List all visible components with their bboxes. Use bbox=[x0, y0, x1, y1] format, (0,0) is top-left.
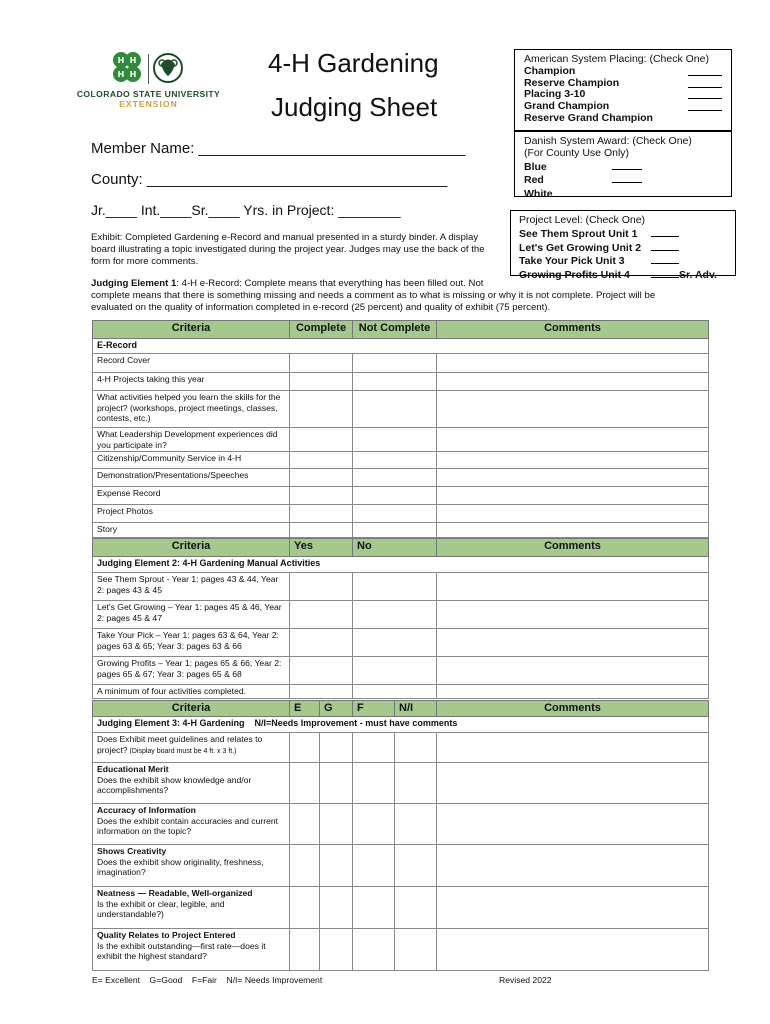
check-blank[interactable] bbox=[688, 101, 722, 111]
criteria-title: Accuracy of Information bbox=[97, 805, 196, 815]
comment-cell[interactable] bbox=[437, 469, 709, 487]
check-blank[interactable] bbox=[651, 268, 679, 278]
criteria-cell: See Them Sprout - Year 1: pages 43 & 44, Year 2: pages 43 & 45 bbox=[93, 573, 290, 601]
f-cell[interactable] bbox=[353, 804, 395, 845]
ni-cell[interactable] bbox=[395, 887, 437, 929]
f-cell[interactable] bbox=[353, 763, 395, 804]
criteria-cell: What Leadership Development experiences did you participate in? bbox=[93, 428, 290, 452]
judging-element-1-text: complete means that there is something missing and needs a comment as to what is missing or why it is not complete. Project will be bbox=[91, 290, 656, 301]
comment-cell[interactable] bbox=[437, 845, 709, 887]
criteria-text: Does the exhibit contain accuracies and current information on the topic? bbox=[97, 815, 279, 837]
e-cell[interactable] bbox=[290, 929, 320, 971]
criteria-cell bbox=[93, 763, 290, 804]
exhibit-rating-table bbox=[92, 700, 709, 971]
comment-cell[interactable] bbox=[437, 428, 709, 452]
comment-cell[interactable] bbox=[437, 523, 709, 538]
g-cell[interactable] bbox=[320, 887, 353, 929]
g-cell[interactable] bbox=[320, 763, 353, 804]
complete-cell[interactable] bbox=[290, 523, 353, 538]
criteria-cell: 4-H Projects taking this year bbox=[93, 373, 290, 391]
col-criteria: Criteria bbox=[93, 701, 290, 717]
comment-cell[interactable] bbox=[437, 929, 709, 971]
check-blank[interactable] bbox=[651, 254, 679, 264]
level-option: Let's Get Growing Unit 2 bbox=[519, 241, 642, 254]
complete-cell[interactable] bbox=[290, 452, 353, 469]
revised-date: Revised 2022 bbox=[499, 975, 552, 985]
not-complete-cell[interactable] bbox=[353, 523, 437, 538]
comment-cell[interactable] bbox=[437, 804, 709, 845]
no-cell[interactable] bbox=[353, 573, 437, 601]
criteria-cell bbox=[93, 804, 290, 845]
judging-element-1-text: : 4-H e-Record: Complete means that everything has been filled out. Not bbox=[176, 278, 484, 289]
danish-award-subheading: (For County Use Only) bbox=[524, 146, 630, 159]
e-cell[interactable] bbox=[290, 804, 320, 845]
criteria-cell: Let's Get Growing – Year 1: pages 45 & 46, Year 2: pages 45 & 47 bbox=[93, 601, 290, 629]
exhibit-line: board illustrating a topic investigated during the project year. Judges may use the back of the bbox=[91, 244, 485, 255]
american-placing-heading: American System Placing: (Check One) bbox=[524, 53, 709, 65]
criteria-title: Educational Merit bbox=[97, 764, 169, 774]
criteria-cell: Take Your Pick – Year 1: pages 63 & 64, Year 2: pages 63 & 65; Year 3: pages 63 & 66 bbox=[93, 629, 290, 657]
complete-cell[interactable] bbox=[290, 487, 353, 505]
e-cell[interactable] bbox=[290, 845, 320, 887]
not-complete-cell[interactable] bbox=[353, 487, 437, 505]
comment-cell[interactable] bbox=[437, 452, 709, 469]
check-blank[interactable] bbox=[612, 160, 642, 170]
col-yes: Yes bbox=[290, 539, 353, 557]
col-needs-improvement: N/I bbox=[395, 701, 437, 717]
complete-cell[interactable] bbox=[290, 428, 353, 452]
check-blank[interactable] bbox=[688, 66, 722, 76]
col-comments: Comments bbox=[437, 321, 709, 339]
not-complete-cell[interactable] bbox=[353, 505, 437, 523]
col-criteria: Criteria bbox=[93, 539, 290, 557]
comment-cell[interactable] bbox=[437, 657, 709, 685]
check-blank[interactable] bbox=[688, 78, 722, 88]
page-title-line2: Judging Sheet bbox=[271, 92, 438, 122]
comment-cell[interactable] bbox=[437, 391, 709, 428]
not-complete-cell[interactable] bbox=[353, 452, 437, 469]
comment-cell[interactable] bbox=[437, 733, 709, 763]
age-level-field[interactable]: Jr.____ Int.____Sr.____ Yrs. in Project: ________ bbox=[91, 202, 401, 218]
comment-cell[interactable] bbox=[437, 487, 709, 505]
comment-cell[interactable] bbox=[437, 373, 709, 391]
criteria-text: Does the exhibit show knowledge and/or accomplishments? bbox=[97, 774, 252, 796]
criteria-cell: Growing Profits – Year 1: pages 65 & 66; Year 2: pages 65 & 67; Year 3: pages 65 & 68 bbox=[93, 657, 290, 685]
e-cell[interactable] bbox=[290, 887, 320, 929]
complete-cell[interactable] bbox=[290, 354, 353, 373]
yes-cell[interactable] bbox=[290, 657, 353, 685]
col-fair: F bbox=[353, 701, 395, 717]
placing-option: Placing 3-10 bbox=[524, 88, 586, 101]
criteria-note: (Display board must be 4 ft. x 3 ft.) bbox=[127, 747, 237, 755]
svg-text:H: H bbox=[117, 56, 125, 65]
american-placing-box bbox=[514, 49, 732, 131]
award-option: Red bbox=[524, 174, 544, 187]
award-option: White bbox=[524, 188, 553, 201]
ni-cell[interactable] bbox=[395, 804, 437, 845]
g-cell[interactable] bbox=[320, 733, 353, 763]
criteria-cell: Citizenship/Community Service in 4-H bbox=[93, 452, 290, 469]
comment-cell[interactable] bbox=[437, 685, 709, 699]
project-level-box bbox=[510, 210, 736, 282]
comment-cell[interactable] bbox=[437, 354, 709, 373]
csu-ram-icon bbox=[152, 50, 184, 86]
yes-cell[interactable] bbox=[290, 573, 353, 601]
criteria-title: Quality Relates to Project Entered bbox=[97, 930, 236, 940]
level-option: See Them Sprout Unit 1 bbox=[519, 227, 638, 240]
placing-option: Grand Champion bbox=[524, 100, 610, 113]
ni-cell[interactable] bbox=[395, 733, 437, 763]
complete-cell[interactable] bbox=[290, 373, 353, 391]
page-title-line1: 4-H Gardening bbox=[268, 48, 439, 78]
exhibit-line: form for more comments. bbox=[91, 256, 199, 267]
not-complete-cell[interactable] bbox=[353, 428, 437, 452]
placing-option: Champion bbox=[524, 64, 576, 77]
member-name-field[interactable]: Member Name: ________________________________ bbox=[91, 140, 466, 157]
svg-text:H: H bbox=[129, 56, 137, 65]
f-cell[interactable] bbox=[353, 887, 395, 929]
criteria-cell: A minimum of four activities completed. bbox=[93, 685, 290, 699]
not-complete-cell[interactable] bbox=[353, 354, 437, 373]
erecord-table bbox=[92, 320, 709, 538]
criteria-text: Does Exhibit meet guidelines and relates to project? bbox=[97, 734, 263, 755]
complete-cell[interactable] bbox=[290, 391, 353, 428]
exhibit-description bbox=[91, 232, 491, 268]
placing-option: Reserve Champion bbox=[524, 76, 620, 89]
county-field[interactable]: County: ____________________________________ bbox=[91, 171, 448, 188]
criteria-cell: Expense Record bbox=[93, 487, 290, 505]
complete-cell[interactable] bbox=[290, 505, 353, 523]
check-blank[interactable] bbox=[688, 89, 722, 99]
comment-cell[interactable] bbox=[437, 763, 709, 804]
criteria-text: Is the exhibit or clear, legible, and understandable?) bbox=[97, 898, 225, 920]
f-cell[interactable] bbox=[353, 733, 395, 763]
not-complete-cell[interactable] bbox=[353, 469, 437, 487]
g-cell[interactable] bbox=[320, 845, 353, 887]
manual-activities-table bbox=[92, 538, 709, 699]
group-label: E-Record bbox=[93, 339, 709, 354]
f-cell[interactable] bbox=[353, 929, 395, 971]
comment-cell[interactable] bbox=[437, 601, 709, 629]
col-complete: Complete bbox=[290, 321, 353, 339]
extension-name: EXTENSION bbox=[119, 99, 178, 109]
check-blank[interactable] bbox=[612, 173, 642, 183]
g-cell[interactable] bbox=[320, 929, 353, 971]
exhibit-line: Exhibit: Completed Gardening e-Record and manual presented in a sturdy binder. A display bbox=[91, 232, 479, 243]
col-comments: Comments bbox=[437, 539, 709, 557]
judging-element-1-description bbox=[91, 278, 711, 314]
criteria-text: Does the exhibit show originality, freshness, imagination? bbox=[97, 856, 264, 878]
group-label: Judging Element 3: 4-H Gardening N/I=Needs Improvement - must have comments bbox=[93, 717, 709, 733]
complete-cell[interactable] bbox=[290, 469, 353, 487]
col-not-complete: Not Complete bbox=[353, 321, 437, 339]
criteria-cell bbox=[93, 733, 290, 763]
rating-legend: E= Excellent G=Good F=Fair N/I= Needs Improvement bbox=[92, 975, 323, 985]
criteria-cell: Record Cover bbox=[93, 354, 290, 373]
criteria-cell bbox=[93, 845, 290, 887]
logo-divider bbox=[148, 54, 149, 84]
svg-text:H: H bbox=[117, 70, 125, 79]
check-blank[interactable] bbox=[651, 227, 679, 237]
judging-element-1-label: Judging Element 1 bbox=[91, 278, 177, 289]
col-criteria: Criteria bbox=[93, 321, 290, 339]
criteria-cell: Story bbox=[93, 523, 290, 538]
university-name: COLORADO STATE UNIVERSITY bbox=[76, 89, 221, 99]
danish-award-box bbox=[514, 131, 732, 201]
criteria-cell bbox=[93, 929, 290, 971]
danish-award-heading: Danish System Award: (Check One) bbox=[524, 135, 692, 147]
col-good: G bbox=[320, 701, 353, 717]
col-comments: Comments bbox=[437, 701, 709, 717]
check-blank[interactable] bbox=[651, 241, 679, 251]
sr-adv-label: Sr. Adv. bbox=[679, 269, 717, 282]
csu-extension-logo bbox=[66, 50, 231, 112]
not-complete-cell[interactable] bbox=[353, 391, 437, 428]
no-cell[interactable] bbox=[353, 601, 437, 629]
yes-cell[interactable] bbox=[290, 629, 353, 657]
criteria-cell: What activities helped you learn the skills for the project? (workshops, project meetings, classes, contests, etc.) bbox=[93, 391, 290, 428]
criteria-title: Neatness — Readable, Well-organized bbox=[97, 888, 253, 898]
project-level-heading: Project Level: (Check One) bbox=[519, 214, 646, 226]
comment-cell[interactable] bbox=[437, 629, 709, 657]
ni-cell[interactable] bbox=[395, 845, 437, 887]
svg-text:H: H bbox=[129, 70, 137, 79]
e-cell[interactable] bbox=[290, 763, 320, 804]
not-complete-cell[interactable] bbox=[353, 373, 437, 391]
ni-cell[interactable] bbox=[395, 929, 437, 971]
yes-cell[interactable] bbox=[290, 685, 353, 699]
g-cell[interactable] bbox=[320, 804, 353, 845]
criteria-cell: Project Photos bbox=[93, 505, 290, 523]
comment-cell[interactable] bbox=[437, 573, 709, 601]
comment-cell[interactable] bbox=[437, 887, 709, 929]
no-cell[interactable] bbox=[353, 657, 437, 685]
no-cell[interactable] bbox=[353, 685, 437, 699]
col-excellent: E bbox=[290, 701, 320, 717]
award-option: Blue bbox=[524, 160, 547, 173]
no-cell[interactable] bbox=[353, 629, 437, 657]
yes-cell[interactable] bbox=[290, 601, 353, 629]
4h-clover-icon bbox=[106, 50, 148, 86]
level-option: Take Your Pick Unit 3 bbox=[519, 255, 625, 268]
col-no: No bbox=[353, 539, 437, 557]
comment-cell[interactable] bbox=[437, 505, 709, 523]
criteria-cell: Demonstration/Presentations/Speeches bbox=[93, 469, 290, 487]
check-blank[interactable] bbox=[612, 187, 642, 197]
criteria-text: Is the exhibit outstanding—first rate—does it exhibit the highest standard? bbox=[97, 940, 266, 962]
judging-element-1-text: evaluated on the quality of information completed in e-record (25 percent) and quality of exhibit (75 percent). bbox=[91, 302, 551, 313]
e-cell[interactable] bbox=[290, 733, 320, 763]
f-cell[interactable] bbox=[353, 845, 395, 887]
criteria-title: Shows Creativity bbox=[97, 846, 167, 856]
criteria-cell bbox=[93, 887, 290, 929]
ni-cell[interactable] bbox=[395, 763, 437, 804]
group-label: Judging Element 2: 4-H Gardening Manual Activities bbox=[93, 557, 709, 573]
level-option: Growing Profits Unit 4 bbox=[519, 269, 630, 282]
placing-option: Reserve Grand Champion bbox=[524, 111, 653, 124]
